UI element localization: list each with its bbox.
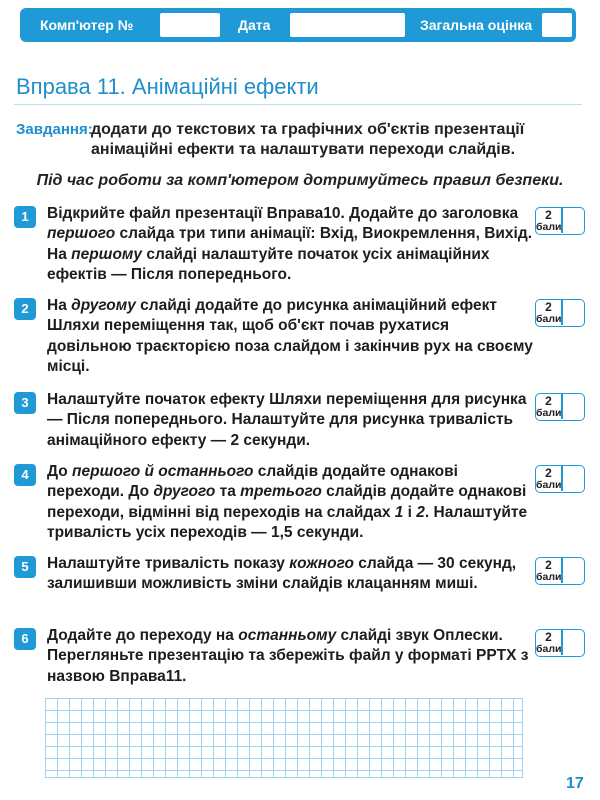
exercise-text: Налаштуйте початок ефекту Шляхи переміщення для рисунка — Після попереднього. Налаштуйте для рисунка тривалість анімаційного ефекту — 2 секунди. — [47, 391, 527, 449]
exercise-6 — [14, 626, 582, 690]
title-divider — [14, 104, 582, 105]
exercise-text: Відкрийте файл презентації Вправа10. Додайте до заголовка першого слайда три типи анімації: Вхід, Виокремлення, Вихід. На першому слайді налаштуйте початок усіх анімаційних ефектів — Після попереднього. — [47, 205, 533, 284]
exercise-text: На другому слайді додайте до рисунка анімаційний ефект Шляхи переміщення так, щоб об'єкт почав рухатися довільною траєкторією поза слайдом і закінчив рух на своєму місці. — [47, 297, 533, 376]
computer-number-label: Комп'ютер № — [40, 17, 134, 33]
points-unit: бали — [536, 407, 562, 419]
points-box — [535, 207, 585, 235]
overall-grade-field[interactable] — [542, 13, 572, 37]
points-value: 2 — [545, 558, 552, 572]
exercise-3 — [14, 390, 582, 454]
date-label: Дата — [238, 17, 271, 33]
points-value: 2 — [545, 208, 552, 222]
exercise-text: До першого й останнього слайдів додайте однакові переходи. До другого та третього слайдів додайте однакові переходи, відмінні від переходів на слайдах 1 і 2. Налаштуйте тривалість усіх переходів — 1,5 секунди. — [47, 463, 528, 542]
points-divider — [561, 630, 563, 655]
exercise-number: 5 — [14, 556, 36, 578]
points-divider — [561, 208, 563, 233]
exercise-number: 6 — [14, 628, 36, 650]
points-value: 2 — [545, 630, 552, 644]
points-divider — [561, 558, 563, 583]
overall-grade-label: Загальна оцінка — [420, 17, 533, 33]
exercise-4 — [14, 462, 582, 546]
points-box — [535, 557, 585, 585]
points-unit: бали — [536, 221, 562, 233]
points-box — [535, 629, 585, 657]
computer-number-field[interactable] — [160, 13, 220, 37]
exercise-text: Налаштуйте тривалість показу кожного слайда — 30 секунд, залишивши можливість зміни слайдів клацанням миші. — [47, 555, 517, 593]
task-text: додати до текстових та графічних об'єктів презентації анімаційні ефекти та налаштувати переходи слайдів. — [91, 121, 525, 158]
points-unit: бали — [536, 643, 562, 655]
points-unit: бали — [536, 479, 562, 491]
points-unit: бали — [536, 571, 562, 583]
points-box — [535, 299, 585, 327]
date-field[interactable] — [290, 13, 405, 37]
task-label: Завдання: — [16, 121, 93, 138]
points-value: 2 — [545, 394, 552, 408]
header-bar — [20, 8, 576, 42]
exercise-5 — [14, 554, 582, 618]
page-number: 17 — [566, 775, 584, 792]
points-divider — [561, 466, 563, 491]
page-title: Вправа 11. Анімаційні ефекти — [16, 74, 319, 99]
points-unit: бали — [536, 313, 562, 325]
points-divider — [561, 394, 563, 419]
exercise-text: Додайте до переходу на останньому слайді звук Оплески. Перегляньте презентацію та збережіть файл у форматі PPTX з назвою Вправа11. — [47, 627, 529, 685]
points-value: 2 — [545, 466, 552, 480]
exercise-number: 2 — [14, 298, 36, 320]
points-value: 2 — [545, 300, 552, 314]
safety-note: Під час роботи за комп'ютером дотримуйтесь правил безпеки. — [36, 172, 564, 189]
points-divider — [561, 300, 563, 325]
answer-grid[interactable] — [45, 698, 523, 778]
exercise-number: 3 — [14, 392, 36, 414]
exercise-1 — [14, 204, 582, 288]
points-box — [535, 465, 585, 493]
exercise-number: 1 — [14, 206, 36, 228]
exercise-number: 4 — [14, 464, 36, 486]
points-box — [535, 393, 585, 421]
exercise-2 — [14, 296, 582, 380]
